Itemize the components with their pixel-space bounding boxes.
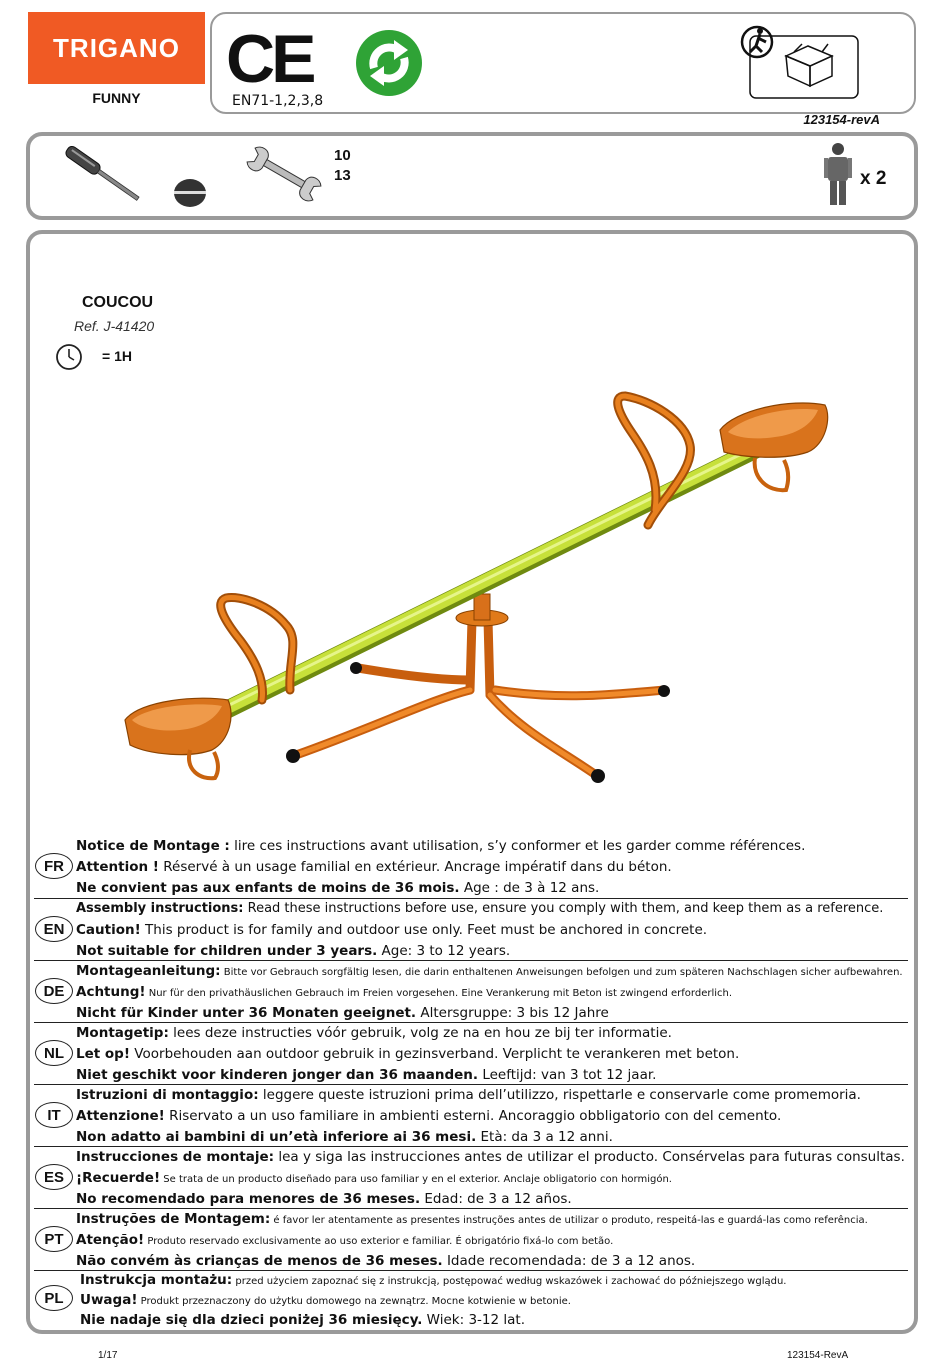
line-text: Age : de 3 à 12 ans. <box>459 880 600 896</box>
lang-code: EN <box>35 916 73 942</box>
line-text: Altersgruppe: 3 bis 12 Jahre <box>416 1005 609 1021</box>
line-text: Riservato a un uso familiare in ambienti esterni. Ancoraggio obbligatorio con del cemento. <box>164 1108 782 1124</box>
line-text: Wiek: 3-12 lat. <box>422 1312 525 1328</box>
instruction-line <box>76 836 805 856</box>
instruction-line <box>76 941 510 961</box>
line-bold: Montageanleitung: <box>76 963 221 979</box>
lang-block-it <box>34 1084 908 1147</box>
instruction-line <box>76 1189 572 1209</box>
instruction-line <box>76 878 599 898</box>
line-bold: Atenção! <box>76 1232 145 1248</box>
instruction-line <box>76 1168 672 1190</box>
instruction-line <box>76 1044 739 1064</box>
line-bold: Achtung! <box>76 984 146 1000</box>
packaging-icons <box>738 22 860 102</box>
wrench-size: 10 <box>334 147 351 164</box>
page-number: 1/17 <box>98 1350 118 1361</box>
line-text: Se trata de un producto diseñado para uso familiar y en el exterior. Anclaje obligatorio con hormigón. <box>160 1174 672 1185</box>
instruction-line <box>76 899 883 919</box>
instruction-line <box>76 920 707 940</box>
line-text: Edad: de 3 a 12 años. <box>420 1191 572 1207</box>
line-bold: Nie nadaje się dla dzieci poniżej 36 miesięcy. <box>80 1312 423 1328</box>
instruction-line <box>76 1106 781 1126</box>
line-bold: Attenzione! <box>76 1108 165 1124</box>
line-bold: Not suitable for children under 3 years. <box>76 943 378 959</box>
line-text: Voorbehouden aan outdoor gebruik in gezinsverband. Verplicht te verankeren met beton. <box>130 1046 740 1062</box>
line-bold: Assembly instructions: <box>76 901 244 916</box>
document-reference: 123154-revA <box>803 112 880 127</box>
line-bold: Montagetip: <box>76 1025 169 1041</box>
seesaw-illustration <box>110 380 850 800</box>
wrench-icon <box>242 144 326 204</box>
instruction-line <box>76 1065 656 1085</box>
line-text: Produkt przeznaczony do użytku domowego na zewnątrz. Mocne kotwienie w betonie. <box>137 1296 571 1307</box>
footer-reference: 123154-RevA <box>787 1350 849 1361</box>
line-text: Age: 3 to 12 years. <box>377 943 511 959</box>
line-text: Réservé à un usage familial en extérieur. Ancrage impératif dans du béton. <box>158 859 672 875</box>
drill-bit-icon <box>172 178 208 208</box>
line-text: Leeftijd: van 3 tot 12 jaar. <box>478 1067 657 1083</box>
instruction-line <box>76 1251 695 1271</box>
clock-icon <box>55 343 83 371</box>
line-bold: Uwaga! <box>80 1292 138 1308</box>
tidyman-icon <box>742 27 772 57</box>
line-text: Età: da 3 a 12 anni. <box>476 1129 613 1145</box>
lang-block-de <box>34 960 908 1023</box>
assembly-duration: = 1H <box>102 348 132 364</box>
line-text: leggere queste istruzioni prima dell’utilizzo, rispettarle e conservarle come promemoria. <box>258 1087 861 1103</box>
line-text: Produto reservado exclusivamente ao uso exterior e familiar. É obrigatório fixá-lo com betão. <box>144 1236 614 1247</box>
line-text: é favor ler atentamente as presentes instruções antes de utilizar o produto, respeitá-las e guardá-las como referência. <box>270 1215 868 1226</box>
lang-code: ES <box>35 1164 73 1190</box>
line-bold: ¡Recuerde! <box>76 1170 161 1186</box>
lang-block-es <box>34 1146 908 1209</box>
instruction-line <box>76 1127 613 1147</box>
line-bold: Non adatto ai bambini di un’età inferiore ai 36 mesi. <box>76 1129 477 1145</box>
ce-mark: CE <box>226 21 313 97</box>
lang-code: PL <box>35 1285 73 1311</box>
instruction-line <box>76 1230 613 1252</box>
line-text: Idade recomendada: de 3 a 12 anos. <box>442 1253 696 1269</box>
lang-block-pl <box>34 1270 908 1333</box>
person-icon <box>824 142 852 208</box>
line-text: Bitte vor Gebrauch sorgfältig lesen, die darin enthaltenen Anweisungen befolgen und zum späteren Nachschlagen sicher aufbewahren. <box>220 967 903 978</box>
lang-code: PT <box>35 1226 73 1252</box>
lang-block-en <box>34 898 908 961</box>
wrench-sizes <box>334 146 351 186</box>
line-text: This product is for family and outdoor use only. Feet must be anchored in concrete. <box>140 922 708 938</box>
lang-block-pt <box>34 1208 908 1271</box>
recycle-icon <box>354 28 424 98</box>
product-reference: Ref. J-41420 <box>74 318 155 334</box>
line-bold: Instrukcja montażu: <box>80 1272 233 1288</box>
line-bold: Caution! <box>76 922 141 938</box>
line-bold: Niet geschikt voor kinderen jonger dan 36 maanden. <box>76 1067 479 1083</box>
tools-box <box>26 132 918 220</box>
instruction-line <box>76 1023 672 1043</box>
instruction-line <box>80 1310 525 1330</box>
instruction-line <box>76 1085 861 1105</box>
box-icon <box>786 44 832 86</box>
lang-code: FR <box>35 853 73 879</box>
instruction-line <box>76 961 903 983</box>
line-bold: Notice de Montage : <box>76 838 230 854</box>
instruction-line <box>76 1147 905 1167</box>
instruction-line <box>76 1209 868 1231</box>
brand-logo: TRIGANO <box>28 12 205 84</box>
line-text: Read these instructions before use, ensure you comply with them, and keep them as a reference. <box>243 901 884 916</box>
line-bold: Istruzioni di montaggio: <box>76 1087 259 1103</box>
instruction-line <box>80 1290 571 1312</box>
lang-block-fr <box>34 836 908 898</box>
line-bold: Ne convient pas aux enfants de moins de 36 mois. <box>76 880 460 896</box>
model-name: FUNNY <box>92 90 141 106</box>
line-text: Nur für den privathäuslichen Gebrauch im Freien vorgesehen. Eine Verankerung mit Beton ist zwingend erforderlich. <box>145 988 733 999</box>
instruction-line <box>76 982 732 1004</box>
wrench-size: 13 <box>334 167 351 184</box>
instruction-line <box>80 1270 786 1292</box>
line-bold: Instruções de Montagem: <box>76 1211 271 1227</box>
line-bold: Let op! <box>76 1046 131 1062</box>
instruction-line <box>76 857 672 877</box>
product-name: COUCOU <box>82 294 154 311</box>
line-text: lees deze instructies vóór gebruik, volg ze na en hou ze bij ter informatie. <box>168 1025 672 1041</box>
line-bold: Instrucciones de montaje: <box>76 1149 275 1165</box>
line-bold: Não convém às crianças de menos de 36 meses. <box>76 1253 443 1269</box>
line-bold: No recomendado para menores de 36 meses. <box>76 1191 421 1207</box>
line-bold: Nicht für Kinder unter 36 Monaten geeignet. <box>76 1005 417 1021</box>
line-text: lea y siga las instrucciones antes de utilizar el producto. Consérvelas para futuras consultas. <box>274 1149 905 1165</box>
lang-code: NL <box>35 1040 73 1066</box>
screwdriver-icon <box>64 144 156 206</box>
lang-code: DE <box>35 978 73 1004</box>
norm-standard: EN71-1,2,3,8 <box>232 93 324 109</box>
line-bold: Attention ! <box>76 859 159 875</box>
line-text: przed użyciem zapoznać się z instrukcją, postępować według wskazówek i zachować do późniejszego wglądu. <box>232 1276 787 1287</box>
instruction-line <box>76 1003 609 1023</box>
line-text: lire ces instructions avant utilisation, s’y conformer et les garder comme références. <box>229 838 806 854</box>
lang-block-nl <box>34 1022 908 1085</box>
persons-required: x 2 <box>860 168 887 189</box>
lang-code: IT <box>35 1102 73 1128</box>
